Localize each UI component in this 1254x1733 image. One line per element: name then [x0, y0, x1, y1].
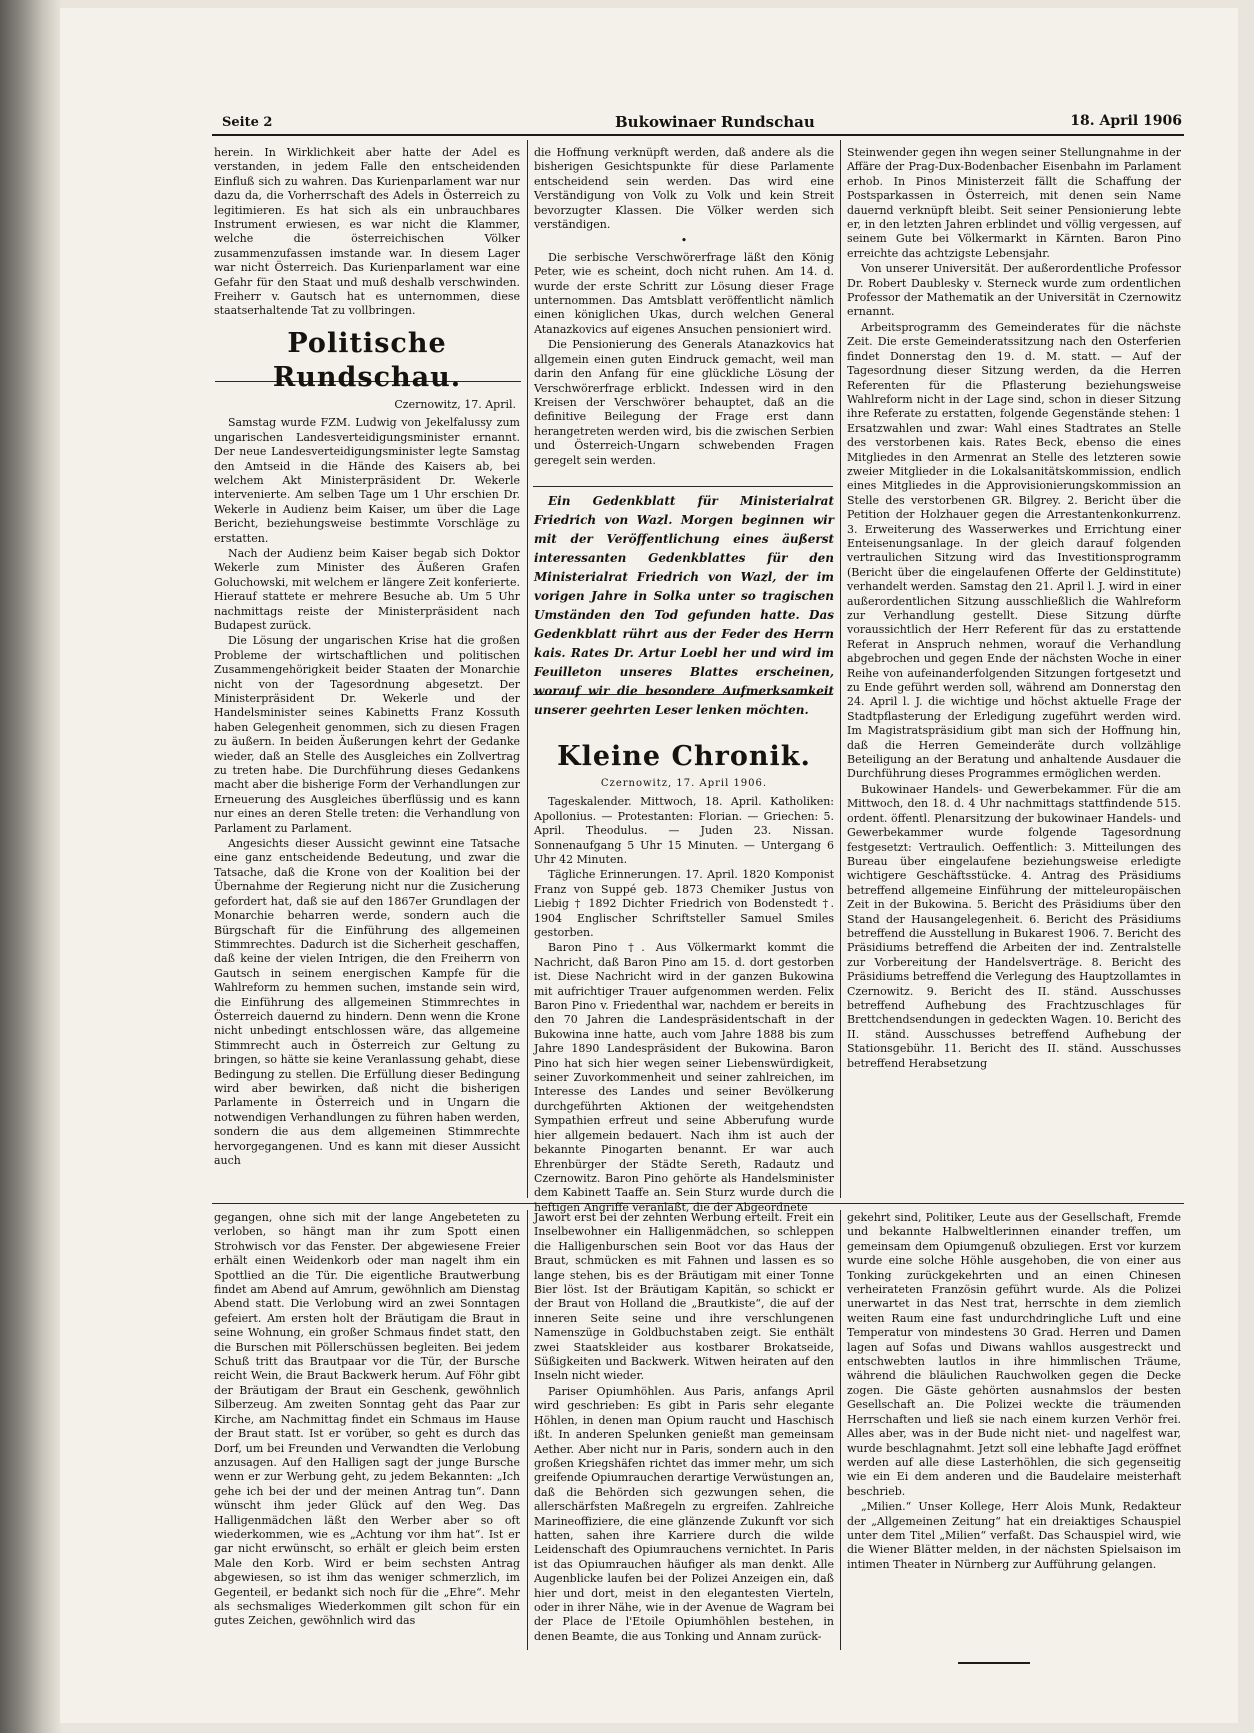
page-number: Seite 2 — [222, 115, 273, 130]
article-text: Steinwender gegen ihn wegen seiner Stellungnahme in der Affäre der Prag-Dux-Bodenbacher Eisenbahn im Parlament erhob. In Pinos Ministerzeit fällt die Schaffung der Postsparkassen in Österreich, mit denen sein Name dauernd verknüpft bleibt. Seit seiner Pensionierung lebte er, in den letzten Jahren erblindet und völlig vergessen, auf seinem Gute bei Völkermarkt in Kärnten. Baron Pino erreichte das achtzigste Lebensjahr. — [847, 146, 1181, 260]
article-taegliche-erinnerungen: Tägliche Erinnerungen. 17. April. 1820 Komponist Franz von Suppé geb. 1873 Chemiker Justus von Liebig † 1892 Dichter Friedrich von Bodenstedt †. 1904 Englischer Schriftsteller Samuel Smiles gestorben. — [534, 868, 834, 939]
article-pariser-opiumhoehlen: Pariser Opiumhöhlen. Aus Paris, anfangs April wird geschrieben: Es gibt in Paris sehr elegante Höhlen, in denen man Opium raucht und Haschisch ißt. In anderen Spelunken genießt man gemeinsam Aether. Aber nicht nur in Paris, sondern auch in den großen Kriegshäfen richtet das immer mehr, um sich greifende Opiumrauchen derartige Verwüstungen an, daß die Behörden sich gezwungen sehen, die allerschärfsten Maßregeln zu ergreifen. Zahlreiche Marineoffiziere, die eine glänzende Zukunft vor sich hatten, sahen ihre Karriere durch die wilde Leidenschaft des Opiumrauchens vernichtet. In Paris ist das Opiumrauchen häufiger als man denkt. Alle Augenblicke laufen bei der Polizei Anzeigen ein, daß hier und dort, meist in den elegantesten Vierteln, oder in ihrer Nähe, wie in der Avenue de Wagram bei der Place de l'Etoile Opiumhöhlen bestehen, in denen Beamte, die aus Tonking und Annam zurück- — [534, 1384, 834, 1643]
article-text: Nach der Audienz beim Kaiser begab sich Doktor Wekerle zum Minister des Äußeren Grafen Goluchowski, mit welchem er längere Zeit konferierte. Hierauf stattete er mehrere Besuche ab. Um 5 Uhr nachmittags reiste der Ministerpräsident nach Budapest zurück. — [214, 546, 520, 632]
feuilleton-text: gegangen, ohne sich mit der lange Angebeteten zu verloben, so hängt man ihr zum Spott einen Strohwisch vor das Fenster. Der abgewiesene Freier erhält einen Weidenkorb oder man nagelt ihm ein Spottlied an die Tür. Die eigentliche Brautwerbung findet am Abend auf Amrum, gewöhnlich am Dienstag Abend statt. Die Verlobung wird an zwei Sonntagen gefeiert. Am ersten holt der Bräutigam die Braut in seine Wohnung, ein großer Schmaus findet statt, den die Burschen mit Pöllerschüssen begleiten. Bei jedem Schuß tritt das Brautpaar vor die Tür, der Bursche reicht Wein, die Braut Backwerk herum. Auf Föhr gibt der Bräutigam der Braut ein Geschenk, gewöhnlich Silberzeug. Am zweiten Sonntag geht das Paar zur Kirche, am Nachmittag findet ein Schmaus im Hause der Braut statt. Ist er vorüber, so geht es durch das Dorf, um bei Freunden und Verwandten die Verlobung anzusagen. Auf den Halligen sagt der junge Bursche wenn er zur Werbung geht, zu jedem Bekannten: „Ich gehe ich bei der und der meinen Antrag tun“. Dann wünscht ihm jeder Glück auf den Weg. Das Halligenmädchen läßt den Werber aber so oft wiederkommen, wie es „Achtung vor ihm hat“. Ist er gar nicht erwünscht, so erhält er gleich beim ersten Male den Korb. Wird er beim sechsten Antrag abgewiesen, so ist ihm das weniger schmerzlich, im Gegenteil, er bedankt sich noch für die „Ehre“. Mehr als sechsmaliges Wiederkommen gilt schon für ein gutes Zeichen, gewöhnlich wird das — [214, 1211, 520, 1628]
article-text: Samstag wurde FZM. Ludwig von Jekelfalussy zum ungarischen Landesverteidigungsminister ernannt. Der neue Landesverteidigungsminister legte Samstag den Amtseid in die Hände des Kaisers ab, bei welchem Akt Ministerpräsident Dr. Wekerle intervenierte. Am selben Tage um 1 Uhr erschien Dr. Wekerle in Audienz beim Kaiser, um über die Lage Bericht, beziehungsweise bestimmte Vorschläge zu erstatten. — [214, 416, 520, 545]
gedenkblatt-notice: Ein Gedenkblatt für Ministerialrat Friedrich von Wazl. Morgen beginnen wir mit der Veröffentlichung eines äußerst interessanten Gedenkblattes für den Ministerialrat Friedrich von Wazl, der im vorigen Jahre in Solka unter so tragischen Umständen den Tod gefunden hatte. Das Gedenkblatt rührt aus der Feder des Herrn kais. Rates Dr. Artur Loebl her und wird im Feuilleton unseres Blattes erscheinen, worauf wir die besondere Aufmerksamkeit unserer geehrten Leser lenken möchten. — [534, 493, 834, 717]
dateline: Czernowitz, 17. April. — [394, 397, 516, 411]
article-serbische-verschwoererfrage: Die serbische Verschwörerfrage läßt den König Peter, wie es scheint, doch nicht ruhen. Am 14. d. wurde der erste Schritt zur Lösung dieser Frage unternommen. Das Amtsblatt veröffentlicht nämlich einen königlichen Ukas, durch welchen General Atanazkovics auf eigenes Ansuchen pensioniert wird. — [534, 250, 834, 336]
article-text: herein. In Wirklichkeit aber hatte der Adel es verstanden, in jedem Falle den entscheidenden Einfluß sich zu wahren. Das Kurienparlament war nur dazu da, die Vorherrschaft des Adels in Österreich zu legitimieren. Es hat sich als ein unbrauchbares Instrument erwiesen, es war nicht die Klammer, welche die österreichischen Völker zusammenzufassen imstande war. In diesem Lager war nicht Österreich. Das Kurienparlament war eine Gefahr für den Staat und muß deshalb verschwinden. Freiherr v. Gautsch hat es unternommen, diese staatserhaltende Tat zu vollbringen. — [214, 146, 520, 318]
column-divider — [840, 1210, 841, 1650]
feuilleton-column-2 — [534, 1211, 834, 1651]
scan-edge-shadow — [0, 0, 62, 1733]
feuilleton-text: Jawort erst bei der zehnten Werbung erteilt. Freit ein Inselbewohner ein Halligenmädchen, so schleppen die Halligenburschen sein Boot vor das Haus der Braut, schmücken es mit Fahnen und lassen es so lange stehen, bis es der Bräutigam mit einer Tonne Bier löst. Ist der Bräutigam Kapitän, so schickt er der Braut von Holland die „Brautkiste“, die auf der inneren Seite seine und ihre verschlungenen Namenszüge in Goldbuchstaben zeigt. Sie enthält zwei Staatskleider aus kostbarer Brokatseide, Süßigkeiten und Backwerk. Witwen heiraten auf den Inseln nicht wieder. — [534, 1211, 834, 1383]
article-tageskalender: Tageskalender. Mittwoch, 18. April. Katholiken: Apollonius. — Protestanten: Florian. — Griechen: 5. April. Theodulus. — Juden 23. Nissan. Sonnenaufgang 5 Uhr 15 Minuten. — Untergang 6 Uhr 42 Minuten. — [534, 795, 834, 866]
article-baron-pino: Baron Pino †. Aus Völkermarkt kommt die Nachricht, daß Baron Pino am 15. d. dort gestorben ist. Diese Nachricht wird in der ganzen Bukowina mit aufrichtiger Trauer aufgenommen werden. Felix Baron Pino v. Friedenthal war, nachdem er bereits in den 70 Jahren die Landespräsidentschaft in der Bukowina inne hatte, auch vom Jahre 1888 bis zum Jahre 1890 Landespräsident der Bukowina. Baron Pino hat sich hier wegen seiner Liebenswürdigkeit, seiner Zuvorkommenheit und seiner zahlreichen, im Interesse des Landes und seiner Bevölkerung durchgeführten Aktionen der weitgehendsten Sympathien erfreut und seine Abberufung wurde hier allgemein bedauert. Nach ihm ist auch der bekannte Pinogarten benannt. Er war auch Ehrenbürger der Städte Sereth, Radautz und Czernowitz. Baron Pino gehörte als Handelsminister dem Kabinett Taaffe an. Sein Sturz wurde durch die heftigen Angriffe veranlaßt, die der Abgeordnete — [534, 941, 834, 1214]
masthead: Bukowinaer Rundschau — [615, 113, 815, 131]
article-gemeinderat: Arbeitsprogramm des Gemeinderates für die nächste Zeit. Die erste Gemeinderatssitzung nach den Osterferien findet Donnerstag den 19. d. M. statt. — Auf der Tagesordnung dieser Sitzung werden, da die Herren Referenten für die Pflasterung beziehungsweise Wahlreform nicht in der Lage sind, schon in dieser Sitzung ihre Referate zu erstatten, folgende Gegenstände stehen: 1 Ersatzwahlen und zwar: Wahl eines Stadtrates an Stelle des verstorbenen kais. Rates Beck, ebenso die eines Mitgliedes in den Armenrat an Stelle des letzteren sowie zweier Mitglieder in die Lokalsanitätskommission, endlich eines Mitgliedes in die Approvisionierungskommission an Stelle des verstorbenen GR. Bilgrey. 2. Bericht über die Petition der Holzhauer gegen die Arrestantenkonkurrenz. 3. Erweiterung des Wasserwerkes und Errichtung einer Enteisenungsanlage. In der gleich darauf folgenden vertraulichen Sitzung wird das Investitionsprogramm (Bericht über die eingelaufenen Offerte der Geldinstitute) verhandelt werden. Samstag den 21. April l. J. wird in einer außerordentlichen Sitzung ausschließlich die Wahlreform zur Verhandlung gestellt. Diese Sitzung dürfte voraussichtlich der Herr Referent für das zu erstattende Referat in Anspruch nehmen, worauf die Verhandlung abgebrochen und gegen Ende der nächsten Woche in einer Reihe von aufeinanderfolgenden Sitzungen fortgesetzt und zu Ende geführt werden soll, während am Donnerstag den 24. April l. J. die wichtige und höchst aktuelle Frage der Stadtpflasterung der Erledigung zugeführt werden wird. Im Magistratspräsidium gibt man sich der Hoffnung hin, daß die Herren Gemeinderäte durch vollzählige Beteiligung an der Beratung und anhaltende Ausdauer die Durchführung dieses Programmes ermöglichen werden. — [847, 320, 1181, 781]
feuilleton-text: gekehrt sind, Politiker, Leute aus der Gesellschaft, Fremde und bekannte Halbweltlerinnen einander treffen, um gemeinsam dem Opiumgenuß obzuliegen. Erst vor kurzem wurde eine solche Höhle ausgehoben, die von einer aus Tonking zurückgekehrten und an einen Chinesen verheirateten Französin geführt wurde. Als die Polizei unerwartet in das Nest trat, herrschte in dem ziemlich weiten Raum eine fast undurchdringliche Luft und eine Temperatur von mindestens 30 Grad. Herren und Damen lagen auf Sofas und Diwans wahllos ausgestreckt und entschwebten lautlos in ihre himmlischen Träume, während die bläulichen Rauchwolken gegen die Decke zogen. Die Gäste gehörten ausnahmslos der besten Gesellschaft an. Die Polizei weckte die träumenden Herrschaften und ließ sie nach einem kurzen Verhör frei. Alles aber, was in der Bude nicht niet- und nagelfest war, wurde beschlagnahmt. Jetzt soll eine lebhafte Jagd eröffnet werden auf alle diese Lasterhöhlen, die sich gegenseitig wie ein Ei dem anderen und die Baudelaire meisterhaft beschrieb. — [847, 1211, 1181, 1498]
end-rule — [958, 1662, 1030, 1664]
column-divider — [527, 1210, 528, 1650]
article-text: die Hoffnung verknüpft werden, daß andere als die bisherigen Gesichtspunkte für diese Parlamente entscheidend sein werden. Das wird eine Verständigung von Volk zu Volk und kein Streit bevorzugter Klassen. Die Völker werden sich verständigen. — [534, 146, 834, 232]
issue-date: 18. April 1906 — [1070, 113, 1182, 129]
section-heading-politische-rundschau: Politische Rundschau. — [272, 327, 462, 393]
article-handelskammer: Bukowinaer Handels- und Gewerbekammer. Für die am Mittwoch, den 18. d. 4 Uhr nachmittags stattfindende 515. ordent. öffentl. Plenarsitzung der bukowinaer Handels- und Gewerbekammer wurde folgende Tagesordnung festgesetzt: Vertraulich. Oeffentlich: 3. Mitteilungen des Bureau über eingelaufene beziehungsweise erledigte wichtigere Geschäftsstücke. 4. Antrag des Präsidiums betreffend allgemeine Einführung der mitteleuropäischen Zeit in der Bukowina. 5. Bericht des Präsidiums über den Stand der Hausangelegenheit. 6. Bericht des Präsidiums betreffend die Ausstellung in Bukarest 1906. 7. Bericht des Präsidiums betreffend die Arbeiten der ind. Zentralstelle zur Vorbereitung der Handelsverträge. 8. Bericht des Präsidiums betreffend die Verlegung des Hauptzollamtes in Czernowitz. 9. Bericht des II. ständ. Ausschusses betreffend Aufhebung des Frachtzuschlages für Brettchendsendungen in gedeckten Wagen. 10. Bericht des II. ständ. Ausschusses betreffend Aufhebung der Stationsgebühr. 11. Bericht des II. ständ. Ausschusses betreffend Herabsetzung — [847, 782, 1181, 1070]
feuilleton-column-1 — [214, 1211, 520, 1651]
column-2: die Hoffnung verknüpft werden, daß andere als die bisherigen Gesichtspunkte für diese Parlamente entscheidend sein werden. Das wird eine Verständigung von Volk zu Volk und kein Streit bevorzugter Klassen. Die Völker werden sich verständigen. • Die serbische Verschwörerfrage läßt den König Peter, wie es scheint, doch nicht ruhen. Am 14. d. wurde der erste Schritt zur Lösung dieser Frage unternommen. Das Amtsblatt veröffentlicht nämlich einen königlichen Ukas, durch welchen General Atanazkovics auf eigenes Ansuchen pensioniert wird. Die Pensionierung des Generals Atanazkovics hat allgemein einen guten Eindruck gemacht, weil man darin den Anfang für eine glückliche Lösung der Verschwörerfrage erblickt. Indessen wird in den Kreisen der Verschwörer behauptet, daß an die definitive Beilegung der Frage erst dann herangetreten werden wird, bis die zwischen Serbien und Österreich-Ungarn schwebenden Fragen geregelt sein werden. Ein Gedenkblatt für Ministerialrat Friedrich von Wazl. Morgen beginnen wir mit der Veröffentlichung eines äußerst interessanten Gedenkblattes für den Ministerialrat Friedrich von Wazl, der im vorigen Jahre in Solka unter so tragischen Umständen den Tod gefunden hatte. Das Gedenkblatt rührt aus der Feder des Herrn kais. Rates Dr. Artur Loebl her und wird im Feuilleton unseres Blattes erscheinen, worauf wir die besondere Aufmerksamkeit unserer geehrten Leser lenken möchten. Kleine Chronik. Czernowitz, 17. April 1906. Tageskalender. Mittwoch, 18. April. Katholiken: Apollonius. — Protestanten: Florian. — Griechen: 5. April. Theodulus. — Juden 23. Nissan. Sonnenaufgang 5 Uhr 15 Minuten. — Untergang 6 Uhr 42 Minuten. Tägliche Erinnerungen. 17. April. 1820 Komponist Franz von Suppé geb. 1873 Chemiker Justus von Liebig † 1892 Dichter Friedrich von Bodenstedt †. 1904 Englischer Schriftsteller Samuel Smiles gestorben. Baron Pino †. Aus Völkermarkt kommt die Nachricht, daß Baron Pino am 15. d. dort gestorben ist. Diese Nachricht wird in der ganzen Bukowina mit aufrichtiger Trauer aufgenommen werden. Felix Baron Pino v. Friedenthal war, nachdem er bereits in den 70 Jahren die Landespräsidentschaft in der Bukowina inne hatte, auch vom Jahre 1888 bis zum Jahre 1890 Landespräsident der Bukowina. Baron Pino hat sich hier wegen seiner Liebenswürdigkeit, seiner Zuvorkommenheit und seiner zahlreichen, im Interesse des Landes und seiner Bevölkerung durchgeführten Aktionen der weitgehendsten Sympathien erfreut und seine Abberufung wurde hier allgemein bedauert. Nach ihm ist auch der bekannte Pinogarten benannt. Er war auch Ehrenbürger der Städte Sereth, Radautz und Czernowitz. Baron Pino gehörte als Handelsminister dem Kabinett Taaffe an. Sein Sturz wurde durch die heftigen Angriffe veranlaßt, die der Abgeordnete — [534, 146, 834, 1214]
header-rule — [212, 134, 1184, 136]
column-3 — [847, 146, 1181, 1198]
column-divider — [527, 140, 528, 1198]
article-milien: „Milien.“ Unser Kollege, Herr Alois Munk, Redakteur der „Allgemeinen Zeitung“ hat ein dreiaktiges Schauspiel unter dem Titel „Milien“ verfaßt. Das Schauspiel wird, wie die Wiener Blätter melden, in der nächsten Spielsaison im intimen Theater in Nürnberg zur Aufführung gelangen. — [847, 1500, 1181, 1571]
article-text: Die Pensionierung des Generals Atanazkovics hat allgemein einen guten Eindruck gemacht, weil man darin den Anfang für eine glückliche Lösung der Verschwörerfrage erblickt. Indessen wird in den Kreisen der Verschwörer behauptet, daß an die definitive Beilegung der Frage erst dann herangetreten werden wird, bis die zwischen Serbien und Österreich-Ungarn schwebenden Fragen geregelt sein werden. — [534, 338, 834, 467]
column-1 — [214, 146, 520, 1198]
dateline: Czernowitz, 17. April 1906. — [600, 777, 768, 789]
article-universitaet: Von unserer Universität. Der außerordentliche Professor Dr. Robert Daublesky v. Sterneck wurde zum ordentlichen Professor der Mathematik an der Universität in Czernowitz ernannt. — [847, 262, 1181, 319]
column-divider — [840, 140, 841, 1198]
section-heading-kleine-chronik: Kleine Chronik. — [557, 740, 811, 772]
page-header — [222, 113, 1182, 133]
article-text: Die Lösung der ungarischen Krise hat die großen Probleme der wirtschaftlichen und politischen Zusammengehörigkeit beider Staaten der Monarchie nicht von der Tagesordnung abgesetzt. Der Ministerpräsident Dr. Wekerle und der Handelsminister seines Kabinetts Franz Kossuth haben Gelegenheit genommen, sich zu diesen Fragen zu äußern. In beiden Äußerungen kehrt der Gedanke wieder, daß an Stelle des Ausgleiches ein Zollvertrag zu treten habe. Die Durchführung dieses Gedankens macht aber die bisherige Form der Verhandlungen zur Erneuerung des Ausgleiches überflüssig und es kann nur eines an deren Stelle treten: die Verhandlung von Parlament zu Parlament. — [214, 634, 520, 835]
feuilleton-column-3 — [847, 1211, 1181, 1651]
article-text: Angesichts dieser Aussicht gewinnt eine Tatsache eine ganz entscheidende Bedeutung, und zwar die Tatsache, daß die Krone von der Koalition bei der Übernahme der Regierung nicht nur die Zusicherung gefordert hat, daß sie auf den 1867er Grundlagen der Monarchie beharren werde, sondern auch die Bürgschaft für die Einführung des allgemeinen Stimmrechtes. Dadurch ist die Sicherheit geschaffen, daß keine der vielen Intrigen, die den Freiherrn von Gautsch in seinem energischen Kampfe für die Wahlreform zu hemmen suchen, imstande sein wird, die Einführung des allgemeinen Stimmrechtes in Österreich dauernd zu hindern. Denn wenn die Krone nicht unbedingt entschlossen wäre, das allgemeine Stimmrecht auch in Österreich zur Geltung zu bringen, so hätte sie keine Veranlassung gehabt, diese Bedingung zu stellen. Die Erfüllung dieser Bedingung wird aber bewirken, daß nicht die bisherigen Parlamente in Österreich und in Ungarn die notwendigen Verhandlungen zu führen haben werden, sondern die aus dem allgemeinen Stimmrechte hervorgegangenen. Und es kann mit dieser Aussicht auch — [214, 837, 520, 1167]
